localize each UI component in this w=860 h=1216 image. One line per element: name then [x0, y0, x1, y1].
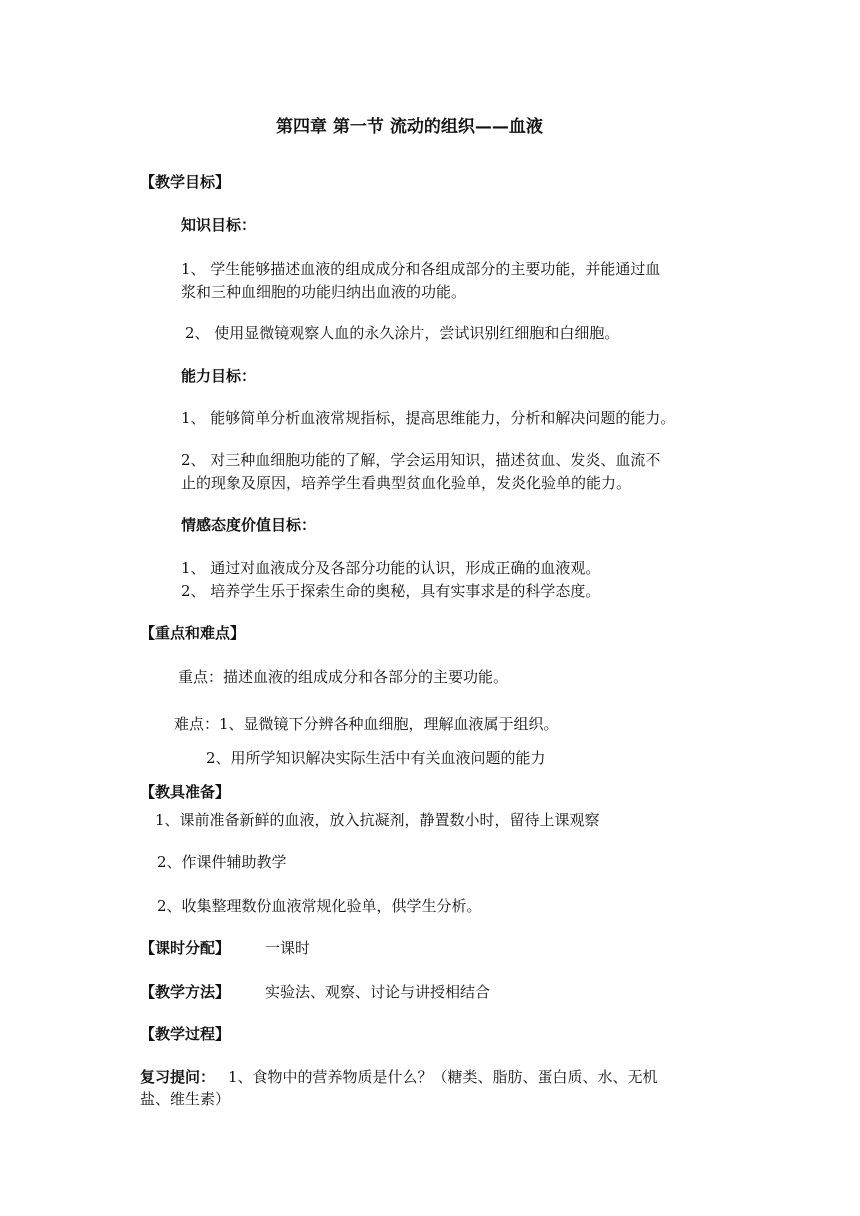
knowledge-item-1-line-2: 浆和三种血细胞的功能归纳出血液的功能。	[181, 283, 467, 301]
material-2: 2、作课件辅助教学	[157, 853, 287, 871]
ability-objective-label: 能力目标：	[181, 367, 257, 385]
emotion-item-2: 2、 培养学生乐于探索生命的奥秘，具有实事求是的科学态度。	[181, 582, 601, 600]
knowledge-item-1-line-1: 1、 学生能够描述血液的组成成分和各组成部分的主要功能，并能通过血	[181, 260, 661, 278]
emotion-item-1: 1、 通过对血液成分及各部分功能的认识，形成正确的血液观。	[181, 559, 601, 577]
ability-item-2-line-2: 止的现象及原因，培养学生看典型贫血化验单，发炎化验单的能力。	[181, 474, 632, 492]
material-3: 2、收集整理数份血液常规化验单，供学生分析。	[157, 897, 482, 915]
section-heading-materials: 【教具准备】	[140, 783, 231, 801]
emotion-objective-label: 情感态度价值目标：	[181, 516, 317, 534]
knowledge-item-2: 2、 使用显微镜观察人血的永久涂片，尝试识别红细胞和白细胞。	[185, 324, 620, 342]
method-value: 实验法、观察、讨论与讲授相结合	[265, 983, 491, 1001]
section-heading-time: 【课时分配】	[140, 939, 231, 957]
section-heading-key-points: 【重点和难点】	[140, 624, 246, 642]
time-value: 一课时	[265, 939, 311, 957]
review-question-line-1: 1、食物中的营养物质是什么？（糖类、脂肪、蛋白质、水、无机	[228, 1068, 658, 1086]
ability-item-1: 1、 能够简单分析血液常规指标，提高思维能力，分析和解决问题的能力。	[181, 409, 676, 427]
ability-item-2-line-1: 2、 对三种血细胞功能的了解，学会运用知识，描述贫血、发炎、血流不	[181, 451, 661, 469]
review-label: 复习提问：	[140, 1068, 216, 1086]
section-heading-method: 【教学方法】	[140, 983, 231, 1001]
difficulty-1: 难点：1、显微镜下分辨各种血细胞，理解血液属于组织。	[174, 715, 559, 733]
knowledge-objective-label: 知识目标：	[181, 216, 257, 234]
key-point: 重点：描述血液的组成成分和各部分的主要功能。	[178, 668, 509, 686]
page-title: 第四章 第一节 流动的组织——血液	[276, 117, 543, 137]
review-question-line-2: 盐、维生素）	[140, 1090, 231, 1108]
difficulty-2: 2、用所学知识解决实际生活中有关血液问题的能力	[206, 749, 546, 767]
section-heading-process: 【教学过程】	[140, 1025, 231, 1043]
section-heading-objectives: 【教学目标】	[140, 173, 231, 191]
material-1: 1、课前准备新鲜的血液，放入抗凝剂，静置数小时，留待上课观察	[155, 811, 600, 829]
